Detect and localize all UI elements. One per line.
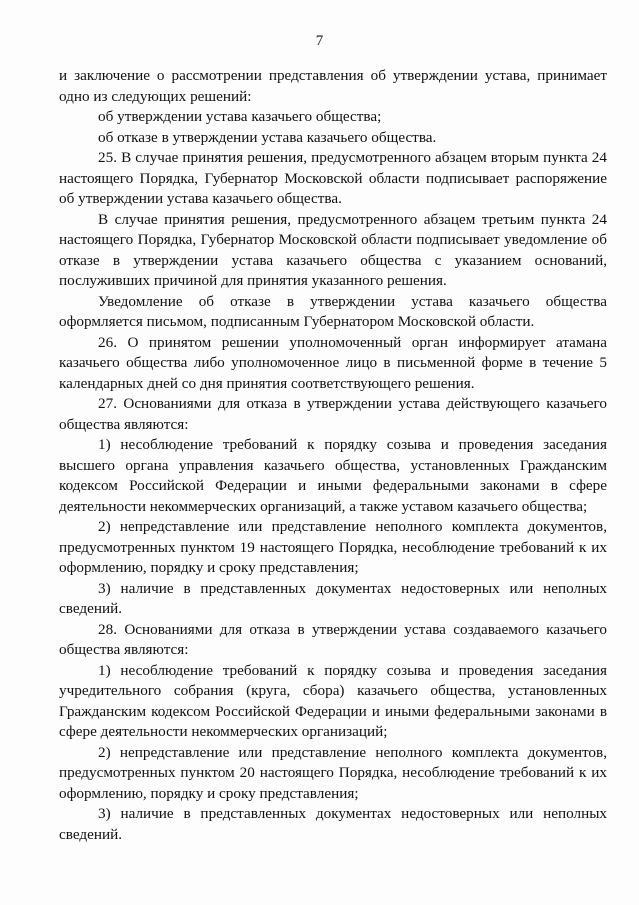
paragraph: 25. В случае принятия решения, предусмотренного абзацем вторым пункта 24 настоящего Порядка, Губернатор Московской области подписывает распоряжение об утверждении устава казачьего общества. [59,149,607,207]
page-number: 7 [315,33,324,49]
document-body [59,66,607,845]
paragraph: об отказе в утверждении устава казачьего общества. [98,128,437,146]
paragraph: 28. Основаниями для отказа в утверждении устава создаваемого казачьего общества являются: [59,620,607,658]
paragraph: 3) наличие в представленных документах недостоверных или неполных сведений. [59,805,607,843]
paragraph: В случае принятия решения, предусмотренного абзацем третьим пункта 24 настоящего Порядка, Губернатор Московской области подписывает уведомление об отказе в утверждении устава казачьего общества с указанием оснований, послуживших причиной для принятия указанного решения. [59,210,607,289]
paragraph: 1) несоблюдение требований к порядку созыва и проведения заседания высшего органа управления казачьего общества, установленных Гражданским кодексом Российской Федерации и иными федеральными законами в сфере деятельности некоммерческих организаций, а также уставом казачьего общества; [59,436,607,515]
paragraph: Уведомление об отказе в утверждении устава казачьего общества оформляется письмом, подписанным Губернатором Московской области. [59,292,607,330]
paragraph: 26. О принятом решении уполномоченный орган информирует атамана казачьего общества либо уполномоченное лицо в письменной форме в течение 5 календарных дней со дня принятия соответствующего решения. [59,333,607,392]
paragraph: 2) непредставление или представление неполного комплекта документов, предусмотренных пунктом 20 настоящего Порядка, несоблюдение требований к их оформлению, порядку и сроку представления; [59,743,607,802]
paragraph: 3) наличие в представленных документах недостоверных или неполных сведений. [59,579,607,617]
paragraph: и заключение о рассмотрении представления об утверждении устава, принимает одно из следующих решений: [59,67,607,105]
paragraph: 27. Основаниями для отказа в утверждении устава действующего казачьего общества являются: [59,395,607,433]
paragraph: об утверждении устава казачьего общества; [98,108,382,125]
paragraph: 2) непредставление или представление неполного комплекта документов, предусмотренных пунктом 19 настоящего Порядка, несоблюдение требований к их оформлению, порядку и сроку представления; [59,518,607,576]
paragraph: 1) несоблюдение требований к порядку созыва и проведения заседания учредительного собрания (круга, сбора) казачьего общества, установленных Гражданским кодексом Российской Федерации и иными федеральными законами в сфере деятельности некоммерческих организаций; [59,661,607,740]
